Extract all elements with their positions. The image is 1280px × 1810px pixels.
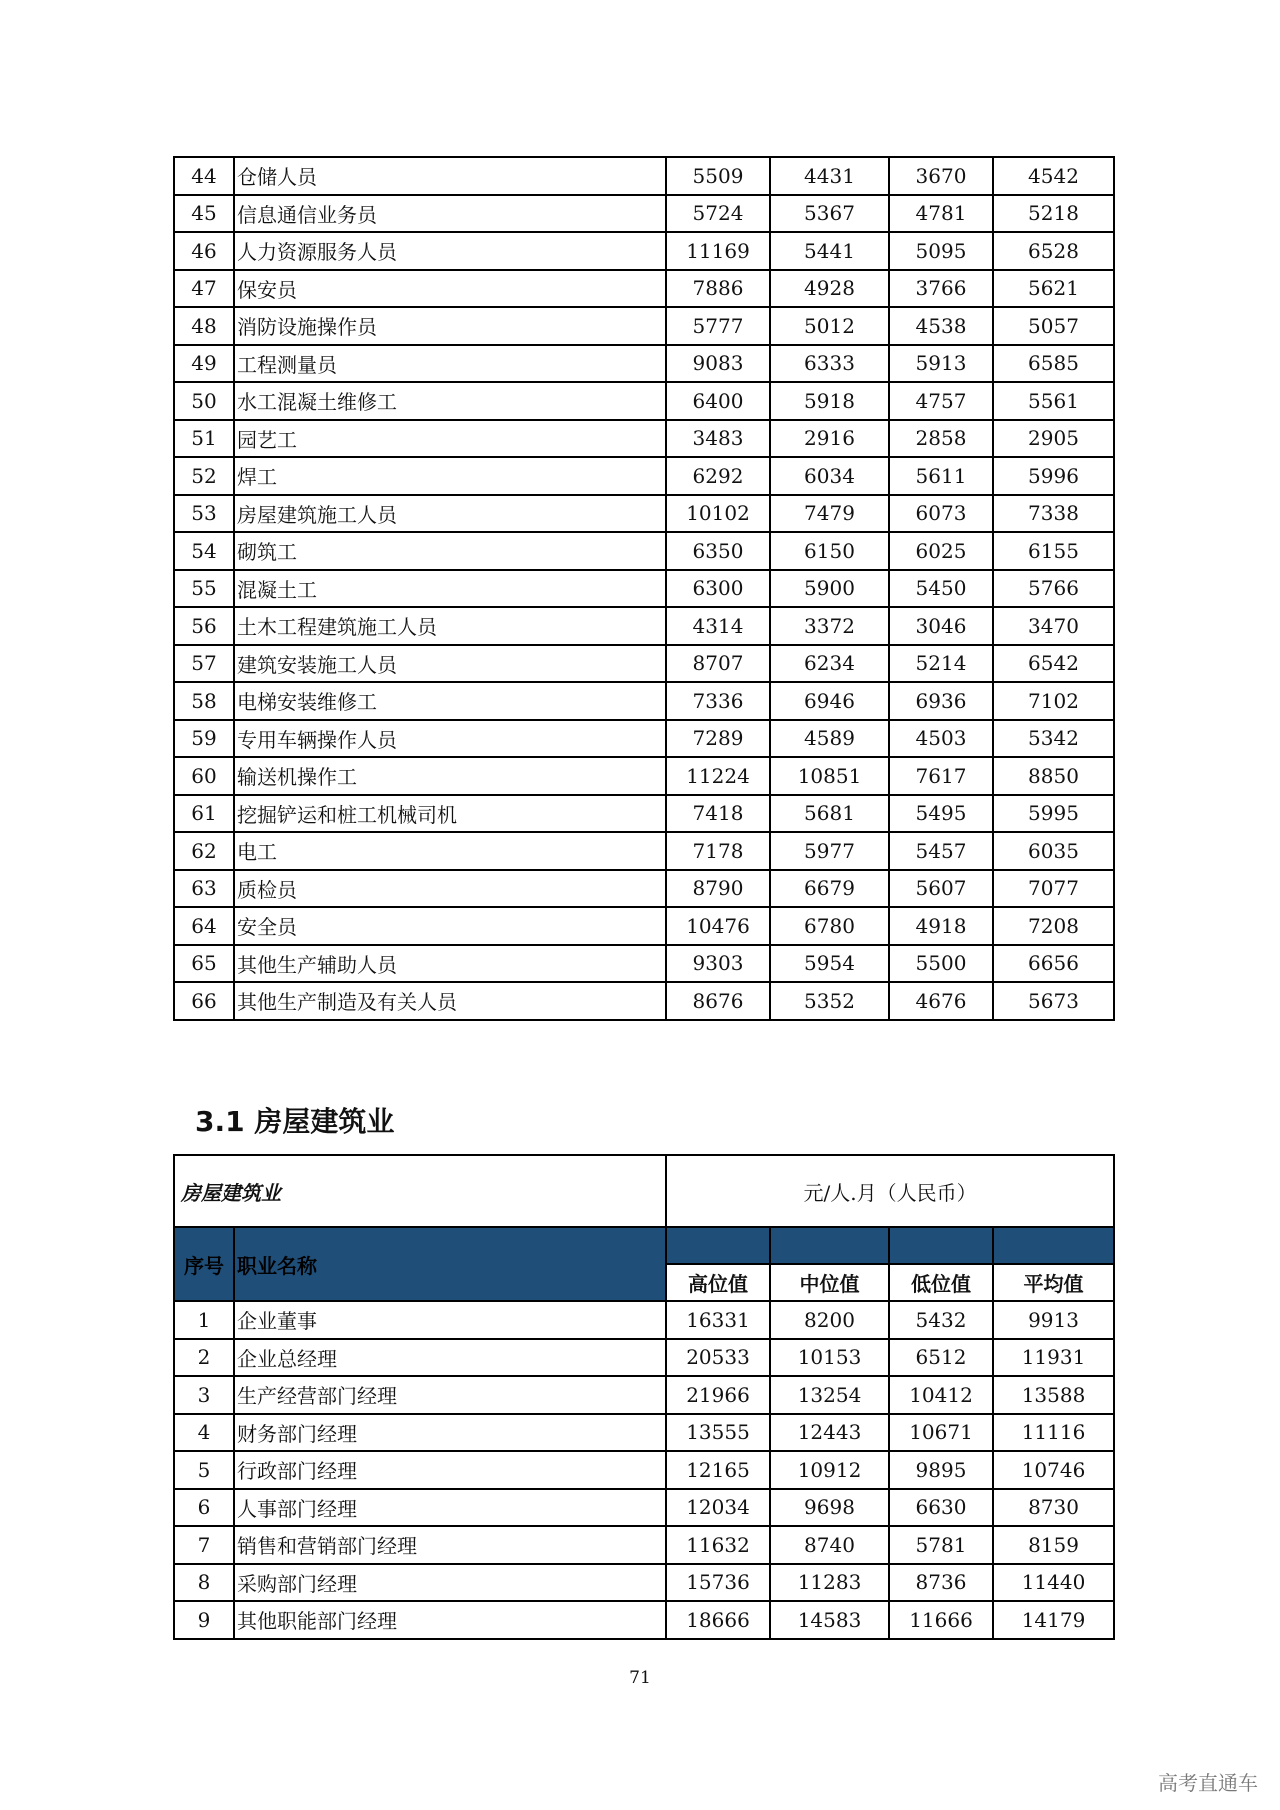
occupation-name: 挖掘铲运和桩工机械司机 [234,795,666,833]
row-number: 57 [174,645,234,683]
row-number: 47 [174,270,234,308]
average-value: 5766 [993,570,1114,608]
average-value: 6656 [993,945,1114,983]
low-value: 3046 [889,607,993,645]
median-value: 10851 [770,757,889,795]
occupation-name: 消防设施操作员 [234,307,666,345]
low-value: 5500 [889,945,993,983]
low-value: 8736 [889,1564,993,1602]
low-value: 4757 [889,382,993,420]
occupation-name: 焊工 [234,457,666,495]
high-value: 21966 [666,1376,770,1414]
row-number: 60 [174,757,234,795]
average-value: 5996 [993,457,1114,495]
row-number: 64 [174,907,234,945]
low-value: 5495 [889,795,993,833]
median-value: 5918 [770,382,889,420]
occupation-name: 人力资源服务人员 [234,232,666,270]
average-value: 2905 [993,420,1114,458]
high-value: 8676 [666,982,770,1020]
low-value: 5607 [889,870,993,908]
median-value: 5954 [770,945,889,983]
low-value: 5095 [889,232,993,270]
median-value: 5012 [770,307,889,345]
industry-category-label: 房屋建筑业 [174,1155,666,1227]
table-row [174,607,1114,645]
table-row [174,1376,1114,1414]
row-number: 59 [174,720,234,758]
low-value: 3670 [889,157,993,195]
low-value: 6936 [889,682,993,720]
low-value: 5913 [889,345,993,383]
average-value: 6155 [993,532,1114,570]
median-value: 6679 [770,870,889,908]
header-seq-no: 序号 [174,1227,234,1301]
row-number: 1 [174,1301,234,1339]
high-value: 13555 [666,1414,770,1452]
table-row [174,457,1114,495]
low-value: 5432 [889,1301,993,1339]
low-value: 10671 [889,1414,993,1452]
high-value: 15736 [666,1564,770,1602]
row-number: 56 [174,607,234,645]
low-value: 5457 [889,832,993,870]
high-value: 12034 [666,1489,770,1527]
row-number: 54 [174,532,234,570]
low-value: 5214 [889,645,993,683]
table-row [174,945,1114,983]
header-strip [666,1227,770,1264]
low-value: 4918 [889,907,993,945]
occupation-name: 输送机操作工 [234,757,666,795]
row-number: 4 [174,1414,234,1452]
header-row-top [174,1227,1114,1264]
high-value: 6300 [666,570,770,608]
occupation-name: 水工混凝土维修工 [234,382,666,420]
occupation-name: 工程测量员 [234,345,666,383]
average-value: 14179 [993,1601,1114,1639]
table-row [174,1526,1114,1564]
low-value: 4676 [889,982,993,1020]
average-value: 7208 [993,907,1114,945]
average-value: 7338 [993,495,1114,533]
header-strip [889,1227,993,1264]
table-row [174,982,1114,1020]
occupation-name: 企业总经理 [234,1339,666,1377]
low-value: 4538 [889,307,993,345]
occupation-name: 土木工程建筑施工人员 [234,607,666,645]
high-value: 9083 [666,345,770,383]
average-value: 5218 [993,195,1114,233]
low-value: 4781 [889,195,993,233]
median-value: 12443 [770,1414,889,1452]
high-value: 5509 [666,157,770,195]
high-value: 6292 [666,457,770,495]
median-value: 13254 [770,1376,889,1414]
occupation-name: 人事部门经理 [234,1489,666,1527]
median-value: 6034 [770,457,889,495]
row-number: 63 [174,870,234,908]
header-high-value: 高位值 [666,1264,770,1301]
high-value: 10476 [666,907,770,945]
salary-table-building-construction-body [174,1301,1114,1639]
row-number: 48 [174,307,234,345]
average-value: 6528 [993,232,1114,270]
occupation-name: 房屋建筑施工人员 [234,495,666,533]
median-value: 6333 [770,345,889,383]
unit-label: 元/人.月（人民币） [666,1155,1114,1227]
low-value: 11666 [889,1601,993,1639]
occupation-name: 仓储人员 [234,157,666,195]
average-value: 8159 [993,1526,1114,1564]
median-value: 2916 [770,420,889,458]
high-value: 8707 [666,645,770,683]
average-value: 6035 [993,832,1114,870]
table-row [174,1414,1114,1452]
header-strip [770,1227,889,1264]
header-occupation-name: 职业名称 [234,1227,666,1301]
row-number: 50 [174,382,234,420]
table-row [174,345,1114,383]
low-value: 6073 [889,495,993,533]
occupation-name: 采购部门经理 [234,1564,666,1602]
average-value: 11440 [993,1564,1114,1602]
occupation-name: 质检员 [234,870,666,908]
median-value: 5900 [770,570,889,608]
row-number: 9 [174,1601,234,1639]
average-value: 8850 [993,757,1114,795]
table-row [174,570,1114,608]
median-value: 5441 [770,232,889,270]
average-value: 10746 [993,1451,1114,1489]
high-value: 7178 [666,832,770,870]
row-number: 62 [174,832,234,870]
table-row [174,1489,1114,1527]
row-number: 53 [174,495,234,533]
high-value: 5724 [666,195,770,233]
occupation-name: 其他生产制造及有关人员 [234,982,666,1020]
table-row [174,270,1114,308]
median-value: 5367 [770,195,889,233]
table-row [174,720,1114,758]
table-row [174,382,1114,420]
median-value: 6946 [770,682,889,720]
table-row [174,532,1114,570]
average-value: 9913 [993,1301,1114,1339]
occupation-name: 企业董事 [234,1301,666,1339]
low-value: 6025 [889,532,993,570]
table-row [174,1301,1114,1339]
high-value: 12165 [666,1451,770,1489]
high-value: 20533 [666,1339,770,1377]
average-value: 13588 [993,1376,1114,1414]
header-median-value: 中位值 [770,1264,889,1301]
high-value: 9303 [666,945,770,983]
salary-table-building-construction [173,1154,1115,1640]
median-value: 8200 [770,1301,889,1339]
high-value: 5777 [666,307,770,345]
table-row [174,420,1114,458]
high-value: 11169 [666,232,770,270]
median-value: 5977 [770,832,889,870]
low-value: 10412 [889,1376,993,1414]
average-value: 6542 [993,645,1114,683]
low-value: 6630 [889,1489,993,1527]
watermark: 高考直通车 [1158,1771,1258,1795]
high-value: 7886 [666,270,770,308]
low-value: 2858 [889,420,993,458]
high-value: 6350 [666,532,770,570]
median-value: 5681 [770,795,889,833]
row-number: 55 [174,570,234,608]
occupation-name: 信息通信业务员 [234,195,666,233]
occupation-name: 建筑安装施工人员 [234,645,666,683]
average-value: 7102 [993,682,1114,720]
row-number: 46 [174,232,234,270]
low-value: 6512 [889,1339,993,1377]
low-value: 4503 [889,720,993,758]
row-number: 61 [174,795,234,833]
median-value: 10912 [770,1451,889,1489]
median-value: 5352 [770,982,889,1020]
row-number: 44 [174,157,234,195]
high-value: 6400 [666,382,770,420]
section-title: 3.1 房屋建筑业 [195,1105,395,1138]
table-row [174,157,1114,195]
average-value: 5673 [993,982,1114,1020]
median-value: 8740 [770,1526,889,1564]
occupation-name: 销售和营销部门经理 [234,1526,666,1564]
table-row [174,795,1114,833]
table-row [174,1339,1114,1377]
table-row [174,645,1114,683]
high-value: 10102 [666,495,770,533]
occupation-name: 混凝土工 [234,570,666,608]
occupation-name: 生产经营部门经理 [234,1376,666,1414]
table-row [174,232,1114,270]
occupation-name: 其他职能部门经理 [234,1601,666,1639]
low-value: 3766 [889,270,993,308]
occupation-name: 保安员 [234,270,666,308]
occupation-name: 行政部门经理 [234,1451,666,1489]
average-value: 5342 [993,720,1114,758]
median-value: 10153 [770,1339,889,1377]
high-value: 11224 [666,757,770,795]
high-value: 8790 [666,870,770,908]
category-row [174,1155,1114,1227]
median-value: 11283 [770,1564,889,1602]
average-value: 5561 [993,382,1114,420]
low-value: 5611 [889,457,993,495]
average-value: 3470 [993,607,1114,645]
table-row [174,1601,1114,1639]
page-number: 71 [629,1668,651,1688]
high-value: 11632 [666,1526,770,1564]
occupation-name: 电工 [234,832,666,870]
median-value: 6780 [770,907,889,945]
row-number: 51 [174,420,234,458]
occupation-name: 安全员 [234,907,666,945]
average-value: 6585 [993,345,1114,383]
table-row [174,307,1114,345]
row-number: 5 [174,1451,234,1489]
row-number: 45 [174,195,234,233]
average-value: 5057 [993,307,1114,345]
table-row [174,1451,1114,1489]
average-value: 11116 [993,1414,1114,1452]
low-value: 7617 [889,757,993,795]
table-row [174,195,1114,233]
median-value: 6150 [770,532,889,570]
salary-table-continued-body [174,157,1114,1020]
header-low-value: 低位值 [889,1264,993,1301]
occupation-name: 电梯安装维修工 [234,682,666,720]
occupation-name: 砌筑工 [234,532,666,570]
table-row [174,495,1114,533]
average-value: 5621 [993,270,1114,308]
row-number: 6 [174,1489,234,1527]
row-number: 52 [174,457,234,495]
median-value: 4431 [770,157,889,195]
row-number: 65 [174,945,234,983]
row-number: 8 [174,1564,234,1602]
row-number: 49 [174,345,234,383]
row-number: 3 [174,1376,234,1414]
row-number: 58 [174,682,234,720]
high-value: 18666 [666,1601,770,1639]
low-value: 9895 [889,1451,993,1489]
header-strip [993,1227,1114,1264]
median-value: 6234 [770,645,889,683]
table-row [174,1564,1114,1602]
median-value: 14583 [770,1601,889,1639]
median-value: 4928 [770,270,889,308]
average-value: 8730 [993,1489,1114,1527]
high-value: 7336 [666,682,770,720]
row-number: 7 [174,1526,234,1564]
average-value: 4542 [993,157,1114,195]
table-row [174,870,1114,908]
high-value: 4314 [666,607,770,645]
occupation-name: 其他生产辅助人员 [234,945,666,983]
occupation-name: 财务部门经理 [234,1414,666,1452]
low-value: 5450 [889,570,993,608]
high-value: 16331 [666,1301,770,1339]
table-row [174,757,1114,795]
high-value: 3483 [666,420,770,458]
occupation-name: 园艺工 [234,420,666,458]
average-value: 11931 [993,1339,1114,1377]
table-row [174,907,1114,945]
table-row [174,682,1114,720]
low-value: 5781 [889,1526,993,1564]
median-value: 3372 [770,607,889,645]
median-value: 4589 [770,720,889,758]
median-value: 9698 [770,1489,889,1527]
high-value: 7418 [666,795,770,833]
salary-table-continued [173,156,1115,1021]
header-average-value: 平均值 [993,1264,1114,1301]
row-number: 2 [174,1339,234,1377]
occupation-name: 专用车辆操作人员 [234,720,666,758]
median-value: 7479 [770,495,889,533]
average-value: 7077 [993,870,1114,908]
row-number: 66 [174,982,234,1020]
table-row [174,832,1114,870]
high-value: 7289 [666,720,770,758]
average-value: 5995 [993,795,1114,833]
